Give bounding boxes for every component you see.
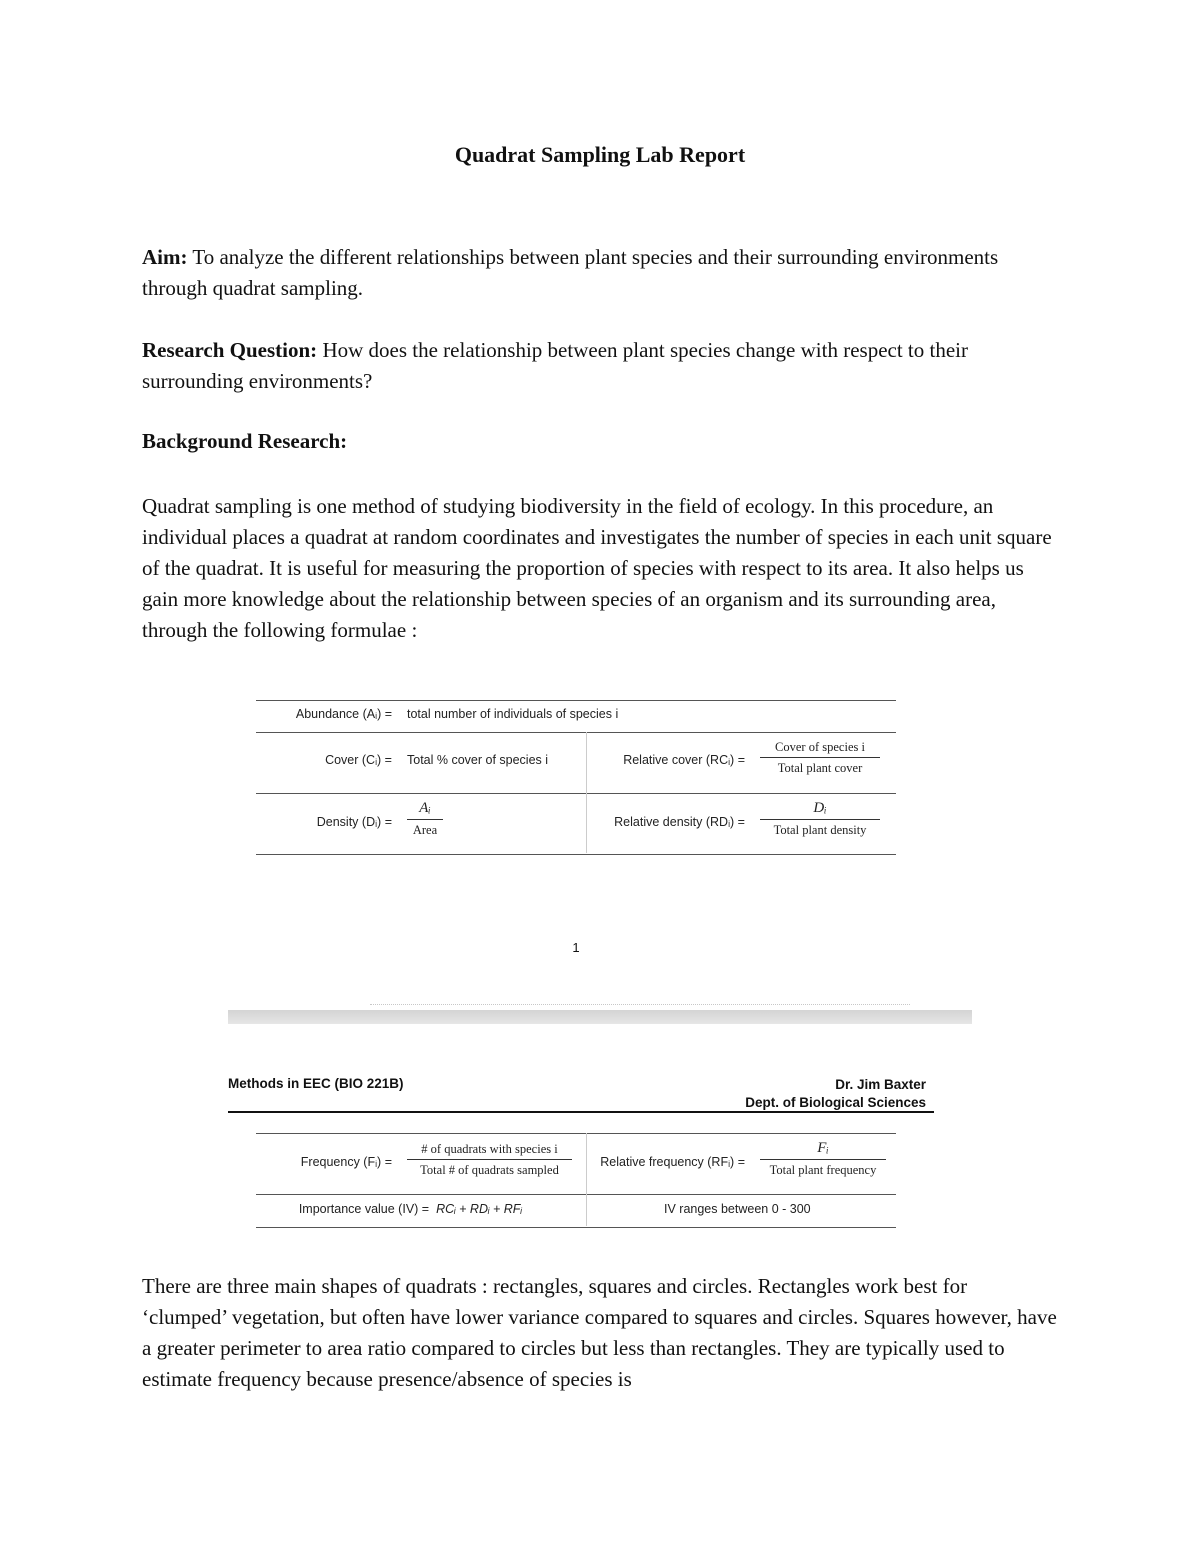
quadrat-shapes-paragraph: There are three main shapes of quadrats : rectangles, squares and circles. Rectangles work best for ‘clumped’ vegetation, but often have lower variance compared to squares and circles. Squares however, have a greater perimeter to area ratio compared to circles but less than rectangles. They are typically used to estimate frequency because presence/absence of species is (142, 1274, 1057, 1391)
instructor-header (745, 1076, 926, 1112)
importance-label-text: Importance value (IV) = (298, 1202, 430, 1216)
formula-table-2 (256, 1133, 896, 1227)
column-divider-2 (586, 1133, 587, 1226)
department-name: Dept. of Biological Sciences (745, 1095, 926, 1110)
column-divider (586, 732, 587, 853)
cover-label: Cover (Cᵢ) = (325, 753, 392, 767)
header-rule (228, 1111, 934, 1113)
frequency-fraction (407, 1142, 572, 1178)
formula-table-1 (256, 700, 896, 854)
frequency-denominator: Total # of quadrats sampled (420, 1163, 559, 1177)
aim-label: Aim: (142, 245, 188, 269)
relative-cover-denominator: Total plant cover (777, 761, 863, 775)
relative-density-denominator: Total plant density (773, 823, 867, 837)
cover-row (256, 732, 896, 794)
abundance-row (256, 700, 896, 733)
page-break-bar (228, 1010, 972, 1024)
aim-text: To analyze the different relationships between plant species and their surrounding environments through quadrat sampling. (142, 245, 999, 300)
background-heading: Background Research: (142, 429, 348, 453)
relative-cover-numerator: Cover of species i (760, 740, 880, 758)
frequency-numerator: # of quadrats with species i (407, 1142, 572, 1160)
abundance-value: total number of individuals of species i (407, 707, 619, 721)
relative-frequency-label: Relative frequency (RFᵢ) = (600, 1155, 745, 1169)
page-title: Quadrat Sampling Lab Report (454, 142, 746, 167)
relative-density-label: Relative density (RDᵢ) = (614, 815, 745, 829)
importance-row (256, 1194, 896, 1228)
relative-density-numerator: Dᵢ (760, 800, 880, 820)
research-question-paragraph (142, 335, 1062, 397)
relative-density-fraction (760, 800, 880, 838)
relative-frequency-fraction (760, 1140, 886, 1178)
background-paragraph: Quadrat sampling is one method of studying biodiversity in the field of ecology. In this procedure, an individual places a quadrat at random coordinates and investigates the number of species in each unit square of the quadrat. It is useful for measuring the proportion of species with respect to its area. It also helps us gain more knowledge about the relationship between species of an organism and its surrounding area, through the following formulae : (142, 494, 1052, 642)
density-label: Density (Dᵢ) = (316, 815, 392, 829)
importance-label (299, 1202, 522, 1216)
frequency-label: Frequency (Fᵢ) = (300, 1155, 392, 1169)
relative-frequency-numerator: Fᵢ (760, 1140, 886, 1160)
research-question-text: How does the relationship between plant species change with respect to their surrounding environments? (142, 338, 968, 393)
density-denominator: Area (412, 823, 438, 837)
instructor-name: Dr. Jim Baxter (835, 1077, 926, 1092)
frequency-row (256, 1133, 896, 1195)
page-number: 1 (572, 940, 580, 955)
research-question-label: Research Question: (142, 338, 318, 362)
course-header: Methods in EEC (BIO 221B) (228, 1076, 404, 1091)
density-numerator: Aᵢ (407, 800, 443, 820)
cover-value: Total % cover of species i (407, 753, 549, 767)
density-row (256, 793, 896, 855)
abundance-label: Abundance (Aᵢ) = (295, 707, 392, 721)
iv-range: IV ranges between 0 - 300 (664, 1202, 811, 1216)
relative-cover-fraction (760, 740, 880, 776)
density-fraction (407, 800, 443, 838)
importance-formula: RCᵢ + RDᵢ + RFᵢ (436, 1202, 522, 1216)
relative-frequency-denominator: Total plant frequency (769, 1163, 877, 1177)
relative-cover-label: Relative cover (RCᵢ) = (623, 753, 745, 767)
aim-paragraph (142, 242, 1062, 304)
